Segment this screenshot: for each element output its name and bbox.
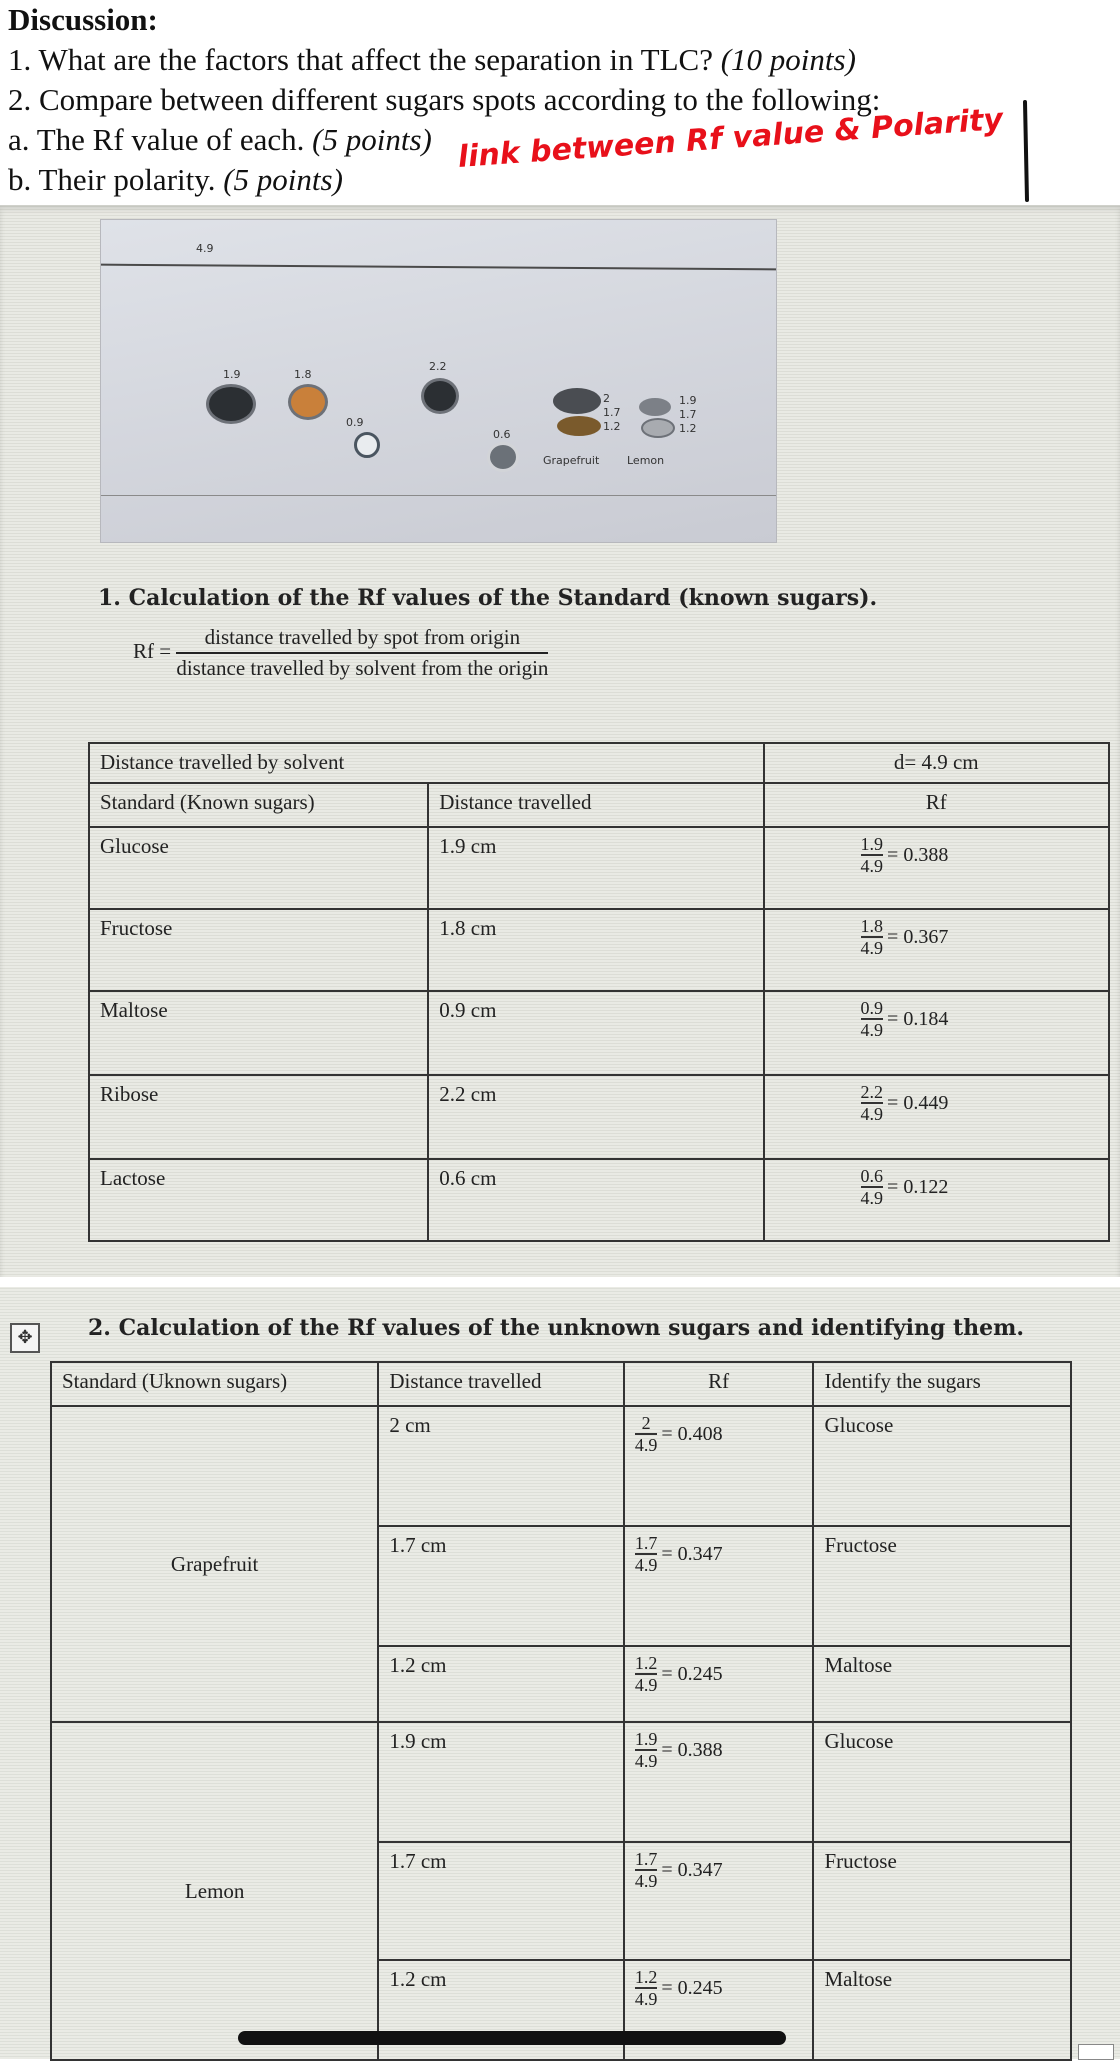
known-sugars-table	[88, 742, 1110, 1242]
table-row	[89, 909, 1109, 991]
solvent-value-cell: d= 4.9 cm	[764, 743, 1109, 783]
solvent-label-cell: Distance travelled by solvent	[89, 743, 764, 783]
question-2b: b. Their polarity. (5 points)	[8, 162, 343, 197]
grapefruit-spot-upper	[553, 388, 601, 414]
question-2: 2. Compare between different sugars spots according to the following:	[8, 82, 881, 117]
distance-cell: 1.8 cm	[428, 909, 763, 991]
discussion-title: Discussion:	[8, 2, 158, 37]
table-row	[89, 991, 1109, 1075]
rf-cell: $\frac{2.2}{4.9} = 0.449$	[764, 1075, 1109, 1159]
horizontal-scrollbar[interactable]	[238, 2031, 786, 2045]
lemon-spot-lower	[641, 418, 675, 438]
spot-label: 2.2	[429, 360, 447, 373]
discussion-header	[0, 0, 1120, 200]
section-2-title: 2. Calculation of the Rf values of the unknown sugars and identifying them.	[88, 1315, 1025, 1341]
resize-handle[interactable]	[1078, 2044, 1114, 2060]
spot-label: 1.9	[679, 394, 697, 407]
maltose-spot	[354, 432, 380, 458]
distance-cell: 1.9 cm	[428, 827, 763, 909]
ribose-spot	[421, 378, 459, 414]
rf-formula: Rf = $\frac{\text{distance travelled by spot from origin}}{\text{distance travelled by solvent from the origin}}$	[133, 625, 549, 680]
table-row	[89, 1075, 1109, 1159]
table-row	[51, 1722, 1071, 1842]
distance-cell: 0.6 cm	[428, 1159, 763, 1241]
identified-sugar-cell: Fructose	[813, 1842, 1071, 1960]
spot-label: 1.7	[679, 408, 697, 421]
table-row	[89, 743, 1109, 783]
column-header: Standard (Known sugars)	[89, 783, 428, 827]
table-row	[89, 827, 1109, 909]
glucose-spot	[206, 384, 256, 424]
spot-label: 1.2	[679, 422, 697, 435]
move-icon[interactable]: ✥	[10, 1323, 40, 1353]
spot-label: 1.9	[223, 368, 241, 381]
scanned-worksheet	[0, 205, 1120, 1277]
handwritten-note: link between Rf value & Polarity	[456, 101, 1005, 175]
lactose-spot	[487, 442, 519, 472]
identified-sugar-cell: Fructose	[813, 1526, 1071, 1646]
column-header: Distance travelled	[428, 783, 763, 827]
question-1: 1. What are the factors that affect the separation in TLC? (10 points)	[8, 42, 856, 77]
identified-sugar-cell: Glucose	[813, 1406, 1071, 1526]
distance-cell: 1.2 cm	[378, 1646, 624, 1722]
spot-label: 2	[603, 392, 610, 405]
tlc-plate-photo	[100, 219, 777, 543]
sugar-name-cell: Lactose	[89, 1159, 428, 1241]
rf-cell: $\frac{1.9}{4.9} = 0.388$	[764, 827, 1109, 909]
rf-formula-fraction: $\frac{\text{distance travelled by spot from origin}}{\text{distance travelled by solvent from the origin}}$	[176, 625, 549, 680]
distance-cell: 1.9 cm	[378, 1722, 624, 1842]
sugar-name-cell: Fructose	[89, 909, 428, 991]
rf-cell: $\frac{2}{4.9} = 0.408$	[624, 1406, 814, 1526]
sample-name-cell: Lemon	[51, 1722, 378, 2060]
identified-sugar-cell: Glucose	[813, 1722, 1071, 1842]
distance-cell: 1.7 cm	[378, 1526, 624, 1646]
grapefruit-spot-lower	[557, 416, 601, 436]
sugar-name-cell: Ribose	[89, 1075, 428, 1159]
sugar-name-cell: Glucose	[89, 827, 428, 909]
sugar-name-cell: Maltose	[89, 991, 428, 1075]
spot-label: 1.2	[603, 420, 621, 433]
spot-label: 1.8	[294, 368, 312, 381]
rf-cell: $\frac{0.6}{4.9} = 0.122$	[764, 1159, 1109, 1241]
question-2a: a. The Rf value of each. (5 points)	[8, 122, 432, 157]
rf-cell: $\frac{1.9}{4.9} = 0.388$	[624, 1722, 814, 1842]
table-header-row	[89, 783, 1109, 827]
fructose-spot	[288, 384, 328, 420]
table-row	[89, 1159, 1109, 1241]
lane-label-lemon: Lemon	[627, 454, 665, 467]
rf-cell: $\frac{1.8}{4.9} = 0.367$	[764, 909, 1109, 991]
distance-cell: 0.9 cm	[428, 991, 763, 1075]
column-header: Distance travelled	[378, 1362, 624, 1406]
solvent-front-line	[101, 264, 776, 271]
lemon-spot-upper	[639, 398, 671, 416]
sample-name-cell: Grapefruit	[51, 1406, 378, 1722]
rf-cell: $\frac{1.2}{4.9} = 0.245$	[624, 1646, 814, 1722]
distance-cell: 2 cm	[378, 1406, 624, 1526]
rf-cell: $\frac{1.2}{4.9} = 0.245$	[624, 1960, 814, 2060]
identified-sugar-cell: Maltose	[813, 1960, 1071, 2060]
spot-label: 0.9	[346, 416, 364, 429]
table-header-row	[51, 1362, 1071, 1406]
rf-cell: $\frac{1.7}{4.9} = 0.347$	[624, 1526, 814, 1646]
spot-label: 1.7	[603, 406, 621, 419]
distance-cell: 2.2 cm	[428, 1075, 763, 1159]
front-label: 4.9	[196, 242, 214, 255]
distance-cell: 1.7 cm	[378, 1842, 624, 1960]
origin-line	[101, 495, 776, 496]
scanned-worksheet-2	[0, 1287, 1120, 2059]
column-header: Rf	[764, 783, 1109, 827]
section-1-title: 1. Calculation of the Rf values of the Standard (known sugars).	[98, 585, 878, 611]
spot-label: 0.6	[493, 428, 511, 441]
unknown-sugars-table	[50, 1361, 1072, 2061]
lane-label-grapefruit: Grapefruit	[543, 454, 600, 467]
column-header: Identify the sugars	[813, 1362, 1071, 1406]
rf-cell: $\frac{0.9}{4.9} = 0.184$	[764, 991, 1109, 1075]
table-row	[51, 1406, 1071, 1526]
handwritten-stroke-icon	[1005, 100, 1045, 210]
distance-cell: 1.2 cm	[378, 1960, 624, 2060]
identified-sugar-cell: Maltose	[813, 1646, 1071, 1722]
column-header: Rf	[624, 1362, 814, 1406]
rf-cell: $\frac{1.7}{4.9} = 0.347$	[624, 1842, 814, 1960]
column-header: Standard (Uknown sugars)	[51, 1362, 378, 1406]
